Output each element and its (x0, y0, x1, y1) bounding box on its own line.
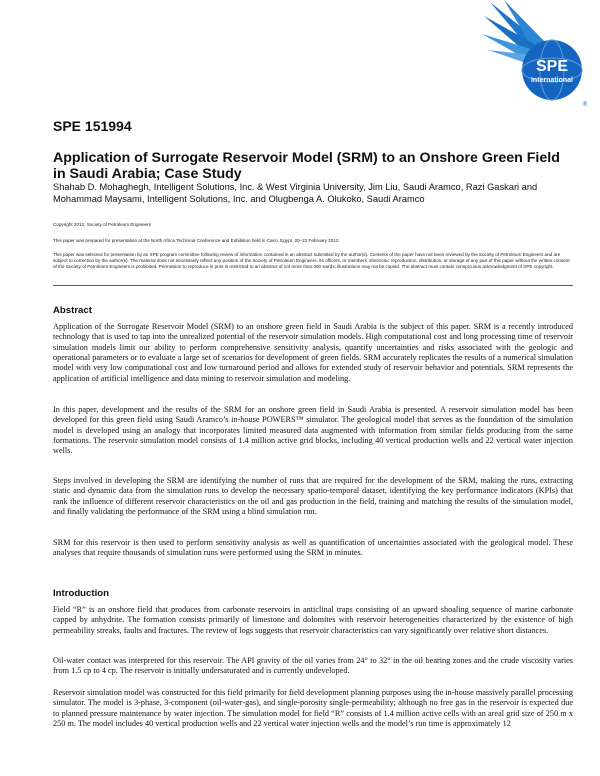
introduction-heading: Introduction (53, 588, 109, 599)
abstract-paragraph: SRM for this reservoir is then used to perform sensitivity analysis as well as quantification of uncertainties associated with the geological model. These analyses that require thousands of simulation runs were performed using the SRM in minutes. (53, 538, 573, 558)
spe-logo-text: SPE (535, 58, 569, 75)
introduction-paragraph: Reservoir simulation model was constructed for this field primarily for field development planning purposes using the in-house massively parallel processing simulator. The model is 3-phase, 3-component (oil-water-gas), and single-porosity single-permeability; although no free gas in the reservoir is expected due to planned pressure maintenance by water injection. The simulation model for field “R” consists of 1.4 million active cells with an areal grid size of 250 m x 250 m. The model includes 40 vertical production wells and 22 vertical water injection wells and the model’s run time is approximately 12 (53, 688, 573, 729)
abstract-paragraph: In this paper, development and the results of the SRM for an onshore green field in Saudi Arabia is presented. A reservoir simulation model has been developed for this green field using Saudi Aramco’s in-house POWERS™ simulator. The geological model that serves as the foundation of the simulation model is developed using an analogy that incorporates limited measured data augmented with information from similar fields producing from the same formations. The reservoir simulation model consists of 1.4 million active grid blocks, including 40 vertical production wells and 22 vertical water injection wells. (53, 405, 573, 456)
registered-mark: ® (582, 102, 588, 108)
presentation-note: This paper was prepared for presentation at the North Africa Technical Conference and Exhibition held in Cairo, Egypt, 20–22 February 2012. (53, 238, 340, 243)
header-divider (53, 285, 573, 286)
review-disclaimer: This paper was selected for presentation by an SPE program committee following review of information contained in an abstract submitted by the author(s). Contents of the paper have not been reviewed by the Society of Petroleum Engineers and are subject to correction by the author(s). The material does not necessarily reflect any position of the Society of Petroleum Engineers, its officers, or members. Electronic reproduction, distribution, or storage of any part of this paper without the written consent of the Society of Petroleum Engineers is prohibited. Permission to reproduce in print is restricted to an abstract of not more than 300 words; illustrations may not be copied. The abstract must contain conspicuous acknowledgment of SPE copyright. (53, 252, 570, 270)
paper-number: SPE 151994 (53, 118, 132, 134)
abstract-paragraph: Application of the Surrogate Reservoir Model (SRM) to an onshore green field in Saudi Arabia is the subject of this paper. SRM is a recently introduced technology that is used to tap into the unrealized potential of the reservoir simulation models. High computational cost and long processing time of reservoir simulation models limit our ability to perform comprehensive sensitivity analysis, quantify uncertainties and risks associated with the geologic and operational parameters or to evaluate a large set of scenarios for development of green fields. SRM accurately replicates the results of a numerical simulation model with very low computational cost and low turnaround period and allows for extended study of reservoir behavior and potentials. SRM represents the application of artificial intelligence and data mining to reservoir simulation and modeling. (53, 322, 573, 383)
copyright-notice: Copyright 2012, Society of Petroleum Engineers (53, 222, 152, 227)
abstract-paragraph: Steps involved in developing the SRM are identifying the number of runs that are required for the development of the SRM, making the runs, extracting static and dynamic data from the simulation runs to develop the necessary spatio-temporal dataset, identifying the key performance indicators (KPIs) that rank the influence of different reservoir characteristics on the oil and gas production in the field, training and matching the results of the simulation model, and finally validating the performance of the SRM using a blind simulation run. (53, 476, 573, 517)
abstract-heading: Abstract (53, 305, 92, 316)
spe-logo-subtext: International (530, 77, 574, 84)
introduction-paragraph: Oil-water contact was interpreted for this reservoir. The API gravity of the oil varies from 24° to 32° in the oil bearing zones and the crude viscosity varies from 1.5 cp to 4 cp. The reservoir is initially undersaturated and is currently undeveloped. (53, 656, 573, 676)
author-list: Shahab D. Mohaghegh, Intelligent Solutions, Inc. & West Virginia University, Jim Liu, Saudi Aramco, Razi Gaskari and Mohammad Maysami, Intelligent Solutions, Inc. and Olugbenga A. Olukoko, Saudi Aramco (53, 182, 538, 204)
spe-logo (482, 0, 592, 112)
paper-title: Application of Surrogate Reservoir Model (SRM) to an Onshore Green Field in Saudi Arabia; Case Study (53, 150, 560, 182)
introduction-paragraph: Field “R” is an onshore field that produces from carbonate reservoirs in anticlinal traps consisting of an upward shoaling sequence of marine carbonate capped by anhydrite. The formation consists primarily of limestone and dolomites with reservoir heterogeneities characterized by the existence of high permeability streaks, faults and fractures. The review of logs suggests that reservoir characteristics can vary significantly over relative short distances. (53, 605, 573, 635)
